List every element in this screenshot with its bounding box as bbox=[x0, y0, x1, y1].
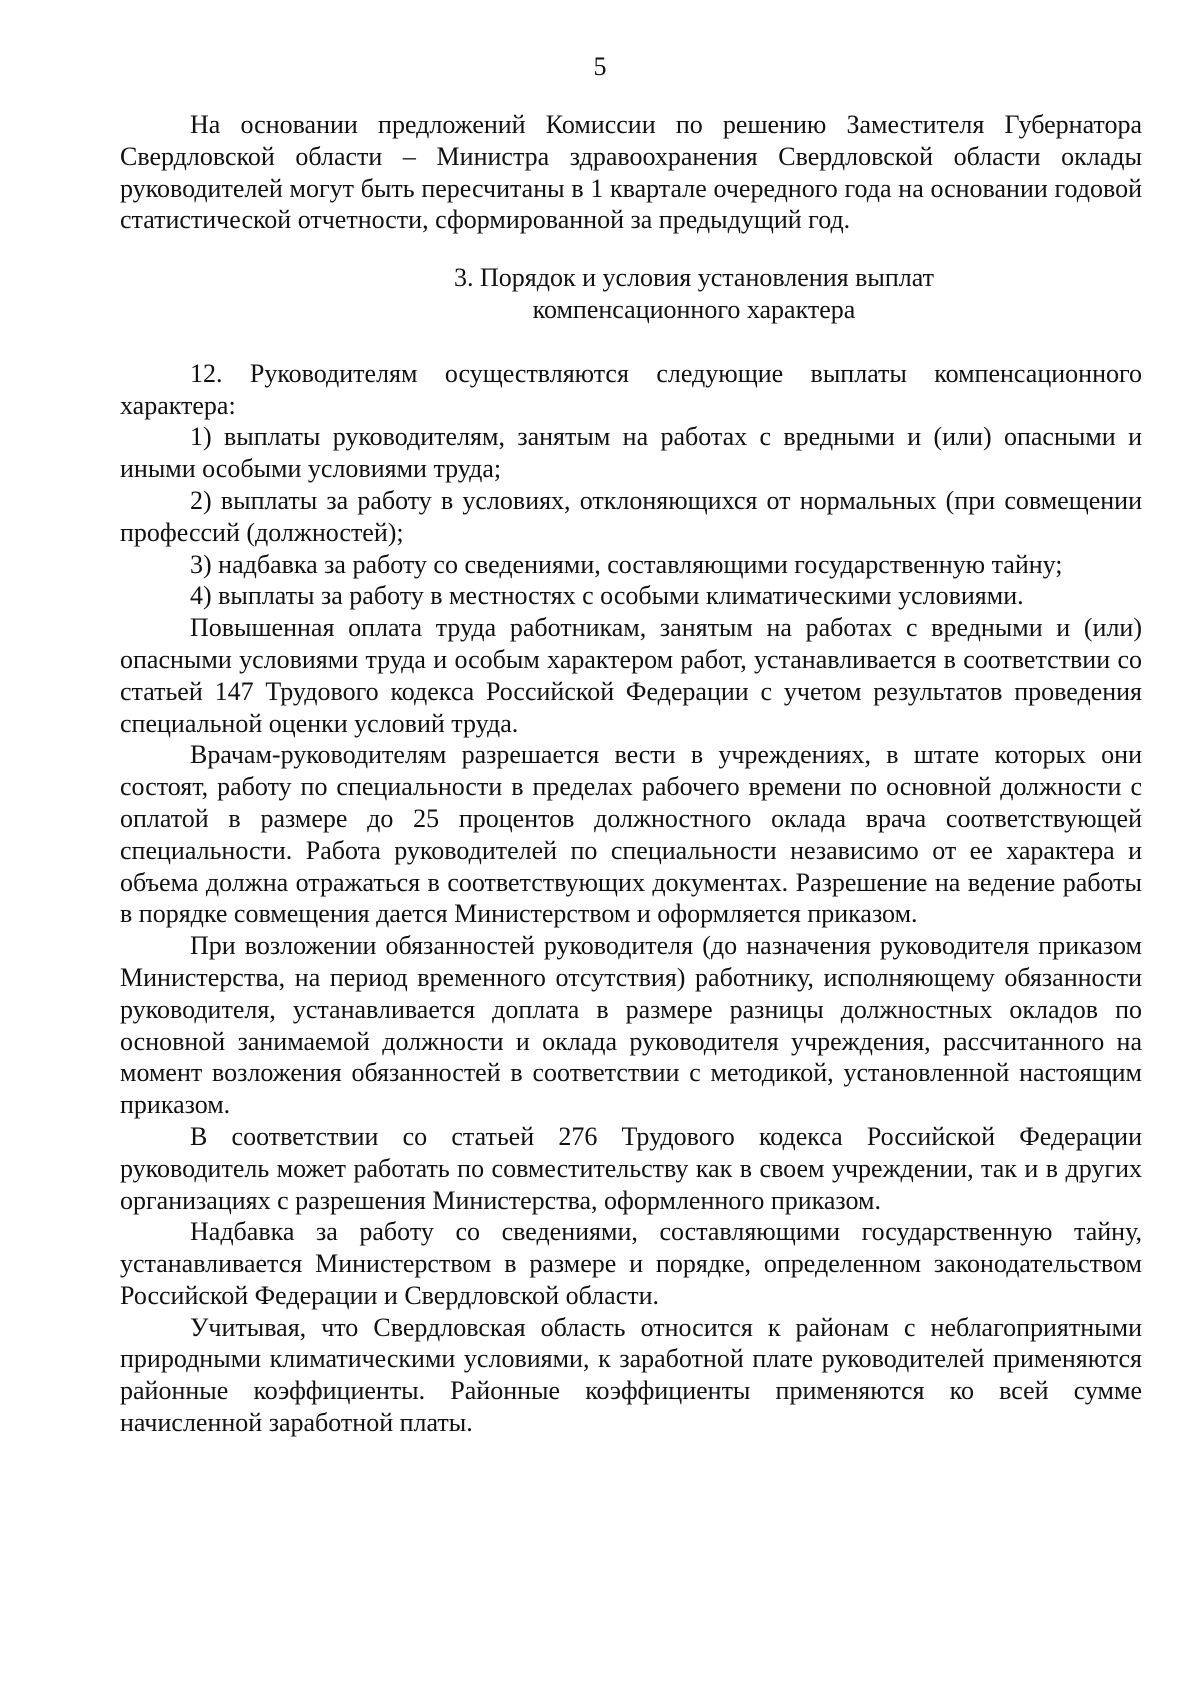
section-heading bbox=[120, 262, 1142, 326]
section-heading-line1: 3. Порядок и условия установления выплат bbox=[454, 263, 934, 293]
paragraph-intro: На основании предложений Комиссии по решению Заместителя Губернатора Свердловской области – Министра здравоохранения Свердловской области оклады руководителей могут быть пересчитаны в 1 квартале очередного года на основании годовой статистической отчетности, сформированной за предыдущий год. bbox=[120, 110, 1142, 235]
paragraph-acting-duties: При возложении обязанностей руководителя (до назначения руководителя приказом Министерства, на период временного отсутствия) работнику, исполняющему обязанности руководителя, устанавливается доплата в размере разницы должностных окладов по основной занимаемой должности и оклада руководителя учреждения, рассчитанного на момент возложения обязанностей в соответствии с методикой, установленной настоящим приказом. bbox=[120, 931, 1142, 1120]
paragraph-regional-coefficients: Учитывая, что Свердловская область относится к районам с неблагоприятными природными климатическими условиями, к заработной плате руководителей применяются районные коэффициенты. Районные коэффициенты применяются ко всей сумме начисленной заработной платы. bbox=[120, 1312, 1142, 1438]
list-item-2: 2) выплаты за работу в условиях, отклоняющихся от нормальных (при совмещении профессий (должностей); bbox=[120, 485, 1142, 547]
section-heading-line2: компенсационного характера bbox=[532, 294, 856, 324]
list-item-1: 1) выплаты руководителям, занятым на работах с вредными и (или) опасными и иными особыми условиями труда; bbox=[120, 422, 1142, 484]
paragraph-doctor-managers: Врачам-руководителям разрешается вести в учреждениях, в штате которых они состоят, работу по специальности в пределах рабочего времени по основной должности с оплатой в размере до 25 процентов должностного оклада врача соответствующей специальности. Работа руководителей по специальности независимо от ее характера и объема должна отражаться в соответствующих документах. Разрешение на ведение работы в порядке совмещения дается Министерством и оформляется приказом. bbox=[120, 740, 1142, 929]
list-item-4: 4) выплаты за работу в местностях с особыми климатическими условиями. bbox=[190, 581, 1024, 611]
paragraph-12: 12. Руководителям осуществляются следующие выплаты компенсационного характера: bbox=[120, 358, 1142, 420]
paragraph-part-time: В соответствии со статьей 276 Трудового кодекса Российской Федерации руководитель может работать по совместительству как в своем учреждении, так и в других организациях с разрешения Министерства, оформленного приказом. bbox=[120, 1121, 1142, 1215]
list-item-3: 3) надбавка за работу со сведениями, составляющими государственную тайну; bbox=[190, 549, 1063, 579]
paragraph-hazard-pay: Повышенная оплата труда работникам, занятым на работах с вредными и (или) опасными условиями труда и особым характером работ, устанавливается в соответствии со статьей 147 Трудового кодекса Российской Федерации с учетом результатов проведения специальной оценки условий труда. bbox=[120, 613, 1142, 738]
paragraph-state-secret: Надбавка за работу со сведениями, составляющими государственную тайну, устанавливается Министерством в размере и порядке, определенном законодательством Российской Федерации и Свердловской области. bbox=[120, 1217, 1142, 1310]
spacer bbox=[120, 236, 1142, 262]
document-body bbox=[120, 109, 1142, 1439]
spacer bbox=[120, 326, 1142, 358]
page-number: 5 bbox=[593, 52, 607, 81]
